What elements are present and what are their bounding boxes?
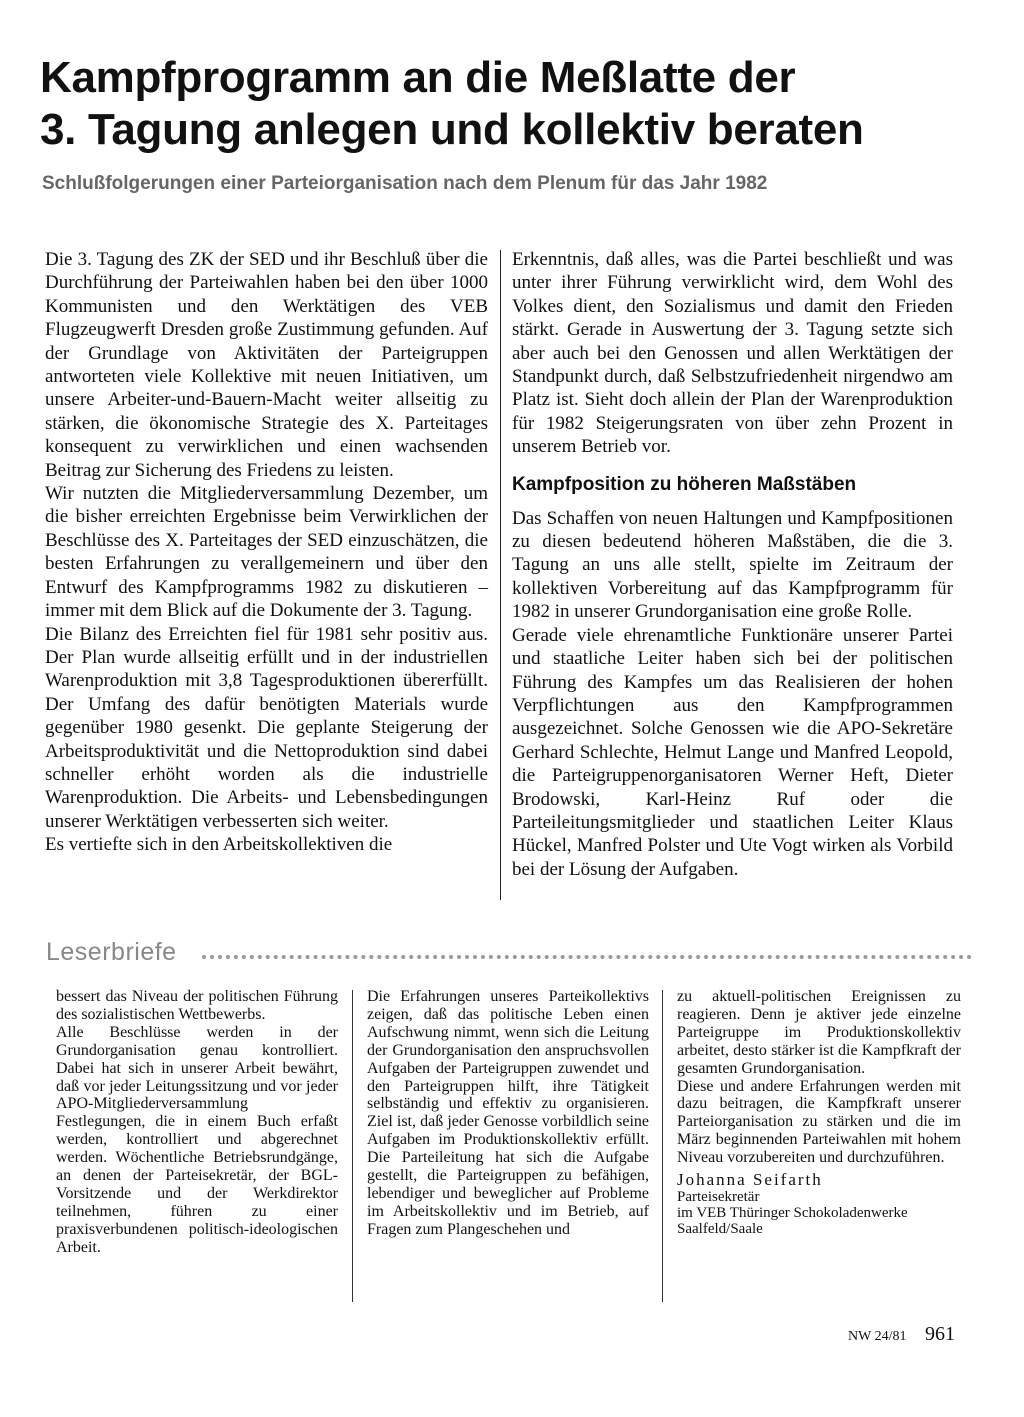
letter-column-1 xyxy=(56,988,338,1257)
body-paragraph: Gerade viele ehrenamtliche Funktionäre unserer Partei und staatliche Leiter haben sich bei der politischen Führung des Kampfes um das Realisieren der hohen Verpflichtungen aus den Kampfprogrammen ausgezeichnet. Solche Genossen wie die APO-Sekretäre Gerhard Schlechte, Helmut Lange und Manfred Leopold, die Parteigruppenorganisatoren Werner Heft, Dieter Brodowski, Karl-Heinz Ruf oder die Parteileitungsmitglieder und staatlichen Leiter Klaus Hückel, Manfred Polster und Ute Vogt wirken als Vorbild bei der Lösung der Aufgaben. xyxy=(512,624,953,880)
body-paragraph: Die Bilanz des Erreichten fiel für 1981 sehr positiv aus. Der Plan wurde allseitig erfüllt und in der industriellen Warenproduktion mit 3,8 Tagesproduktionen übererfüllt. Der Umfang des dafür benötigten Materials wurde gegenüber 1980 gesenkt. Die geplante Steigerung der Arbeitsproduktivität und die Nettoproduktion sind dabei schneller erhöht worden als die industrielle Warenproduktion. Die Arbeits- und Lebensbedingungen unserer Werktätigen verbesserten sich weiter. xyxy=(45,623,488,832)
article-subtitle: Schlußfolgerungen einer Parteiorganisation nach dem Plenum für das Jahr 1982 xyxy=(42,173,768,194)
title-line-1: Kampfprogramm an die Meßlatte der xyxy=(40,53,796,102)
body-paragraph: Es vertiefte sich in den Arbeitskollektiven die xyxy=(45,834,393,856)
letter-column-divider xyxy=(662,990,663,1302)
letter-column-divider xyxy=(352,990,353,1302)
letter-paragraph: bessert das Niveau der politischen Führung des sozialistischen Wettbewerbs. xyxy=(56,988,338,1023)
leserbriefe-rule xyxy=(202,955,972,959)
title-line-2: 3. Tagung anlegen und kollektiv beraten xyxy=(40,105,864,154)
signature-name: Johanna Seifarth xyxy=(677,1170,823,1190)
signature-role: im VEB Thüringer Schokoladenwerke xyxy=(677,1204,908,1221)
column-divider xyxy=(500,250,501,900)
body-paragraph: Wir nutzten die Mitgliederversammlung Dezember, um die bisher erreichten Ergebnisse beim Verwirklichen der Beschlüsse des X. Parteitages der SED einzuschätzen, die besten Erfahrungen zu verallgemeinern und über den Entwurf des Kampfprogramms 1982 zu diskutieren – immer mit dem Blick auf die Dokumente der 3. Tagung. xyxy=(45,483,488,622)
letter-column-3 xyxy=(677,988,961,1237)
body-paragraph: Das Schaffen von neuen Haltungen und Kampfpositionen zu diesen bedeutend höheren Maßstäben, die die 3. Tagung an uns alle stellt, spielte im Zeitraum der kollektiven Vorbereitung auf das Kampfprogramm für 1982 in unserer Grundorganisation eine große Rolle. xyxy=(512,507,953,623)
signature-role: Parteisekretär xyxy=(677,1188,760,1205)
letter-paragraph: Die Erfahrungen unseres Parteikollektivs zeigen, daß das politische Leben einen Aufschwung nimmt, wenn sich die Leitung der Grundorganisation den anspruchsvollen Aufgaben der Parteigruppen zuwendet und den Parteigruppen hilft, ihre Tätigkeit selbständig und effektiv zu organisieren. Ziel ist, daß jeder Genosse vorbildlich seine Aufgaben im Produktionskollektiv erfüllt. Die Parteileitung hat sich die Aufgabe gestellt, die Parteigruppen zu befähigen, lebendiger und beweglicher auf Probleme im Arbeitskollektiv und im Betrieb, auf Fragen zum Plangeschehen und xyxy=(367,988,649,1238)
article-title xyxy=(40,52,1000,156)
letter-column-2 xyxy=(367,988,649,1239)
leserbriefe-label: Leserbriefe xyxy=(46,938,177,966)
section-heading: Kampfposition zu höheren Maßstäben xyxy=(512,473,857,495)
body-paragraph: Erkenntnis, daß alles, was die Partei beschließt und was unter ihrer Führung verwirklicht wird, dem Wohl des Volkes dient, den Sozialismus und damit den Frieden stärkt. Gerade in Auswertung der 3. Tagung setzte sich aber auch bei den Genossen und allen Werktätigen der Standpunkt durch, daß Selbstzufriedenheit nirgendwo am Platz ist. Sieht doch allein der Plan der Warenproduktion für 1982 Steigerungsraten von über zehn Prozent in unserem Betrieb vor. xyxy=(512,249,953,458)
issue-number: NW 24/81 xyxy=(848,1329,907,1344)
letter-paragraph: Alle Beschlüsse werden in der Grundorganisation genau kontrolliert. Dabei hat sich in unserer Arbeit bewährt, daß vor jeder Leitungssitzung und vor jeder APO-Mitgliederversammlung Festlegungen, die in einem Buch erfaßt werden, kontrolliert und abgerechnet werden. Wöchentliche Betriebsrundgänge, an denen der Parteisekretär, der BGL-Vorsitzende und der Werkdirektor teilnehmen, führen zu einer praxisverbundenen politisch-ideologischen Arbeit. xyxy=(56,1023,338,1256)
letter-paragraph: zu aktuell-politischen Ereignissen zu reagieren. Denn je aktiver jede einzelne Parteigruppe im Produktionskollektiv arbeitet, desto stärker ist die Kampfkraft der gesamten Grundorganisation. xyxy=(677,988,961,1077)
signature-role: Saalfeld/Saale xyxy=(677,1220,763,1237)
article-column-left xyxy=(45,248,488,857)
body-paragraph: Die 3. Tagung des ZK der SED und ihr Beschluß über die Durchführung der Parteiwahlen haben bei den über 1000 Kommunisten und den Werktätigen des VEB Flugzeugwerft Dresden große Zustimmung gefunden. Auf der Grundlage von Aktivitäten der Parteigruppen antworteten viele Kollektive mit neuen Initiativen, um unsere Arbeiter-und-Bauern-Macht weiter allseitig zu stärken, die ökonomische Strategie des X. Parteitages konsequent zu verwirklichen und einen wachsenden Beitrag zur Sicherung des Friedens zu leisten. xyxy=(45,249,488,481)
letter-paragraph: Diese und andere Erfahrungen werden mit dazu beitragen, die Kampfkraft unserer Parteiorganisation zu stärken und die im März beginnenden Parteiwahlen mit hohem Niveau vorzubereiten und durchzuführen. xyxy=(677,1077,961,1167)
article-column-right xyxy=(512,248,953,881)
page-number: 961 xyxy=(925,1323,955,1345)
